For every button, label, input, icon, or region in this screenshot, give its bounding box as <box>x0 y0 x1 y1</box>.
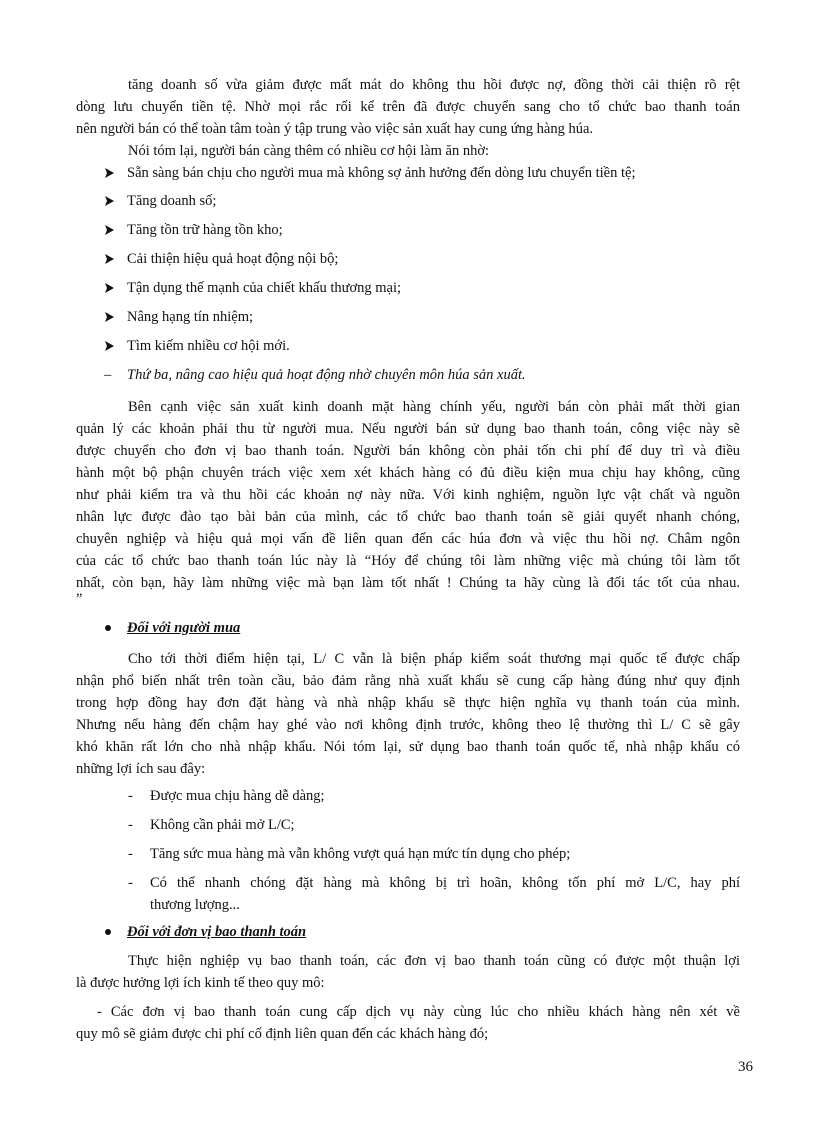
paragraph-line: hành một bộ phận chuyên trách việc xem xét khách hàng có đủ điều kiện mua chịu hay không, cũng <box>76 465 740 481</box>
page-number: 36 <box>738 1059 753 1075</box>
paragraph-line: được chuyển cho đơn vị bao thanh toán. Người bán không còn phải tốn chi phí để duy trì và điều <box>76 443 740 459</box>
list-item: Tăng sức mua hàng mà vẫn không vượt quá hạn mức tín dụng cho phép; <box>150 846 571 862</box>
list-item: Tận dụng thế mạnh của chiết khấu thương mại; <box>127 280 402 296</box>
list-item: Nâng hạng tín nhiệm; <box>127 309 254 325</box>
list-item: Được mua chịu hàng dễ dàng; <box>150 788 325 804</box>
paragraph-line: ” <box>76 591 83 607</box>
intro-line: Nói tóm lại, người bán càng thêm có nhiều cơ hội làm ăn nhờ: <box>128 143 490 159</box>
dash-bullet: – <box>104 367 112 383</box>
dash-bullet: - <box>128 817 133 833</box>
section-heading-factor: Đối với đơn vị bao thanh toán <box>127 924 307 940</box>
bullet-dot-icon <box>105 625 111 631</box>
intro-line: tăng doanh số vừa giảm được mất mát do không thu hồi được nợ, đồng thời cải thiện rõ rệt <box>128 77 740 93</box>
dash-bullet: - <box>128 788 133 804</box>
paragraph-line: trong hợp đồng hay đơn đặt hàng và nhà nhập khẩu sẽ thực hiện nghĩa vụ thanh toán của mình. <box>76 695 740 711</box>
paragraph-line: nhất, còn bạn, hãy làm những việc mà bạn làm tốt nhất ! Chúng ta hãy cùng là đối tác tốt của nhau. <box>76 575 740 591</box>
section-subtitle: Thứ ba, nâng cao hiệu quả hoạt động nhờ chuyên môn húa sản xuất. <box>127 367 526 383</box>
list-item: Không cần phải mở L/C; <box>150 817 295 833</box>
paragraph-line: là được hưởng lợi ích kinh tế theo quy mô: <box>76 975 325 991</box>
paragraph-line: quản lý các khoản phải thu từ người mua. Nếu người bán sử dụng bao thanh toán, công việc này sẽ <box>76 421 740 437</box>
list-item-continuation: thương lượng... <box>150 897 240 913</box>
list-item: Tăng tồn trữ hàng tồn kho; <box>127 222 283 238</box>
paragraph-line: của các tổ chức bao thanh toán lúc này là “Hóy để chúng tôi làm những việc mà chúng tôi làm tốt <box>76 553 740 569</box>
paragraph-line: khó khăn rất lớn cho nhà nhập khẩu. Nói tóm lại, sử dụng bao thanh toán quốc tế, nhà nhập khẩu có <box>76 739 740 755</box>
intro-line: nên người bán có thể toàn tâm toàn ý tập trung vào việc sản xuất hay cung ứng hàng húa. <box>76 121 594 137</box>
dash-bullet: - <box>128 875 133 891</box>
list-item: Sẵn sàng bán chịu cho người mua mà không sợ ảnh hưởng đến dòng lưu chuyển tiền tệ; <box>127 165 636 181</box>
list-item: Tăng doanh số; <box>127 193 217 209</box>
list-item: Cải thiện hiệu quả hoạt động nội bộ; <box>127 251 339 267</box>
paragraph-line: những lợi ích sau đây: <box>76 761 206 777</box>
dash-bullet: - <box>128 846 133 862</box>
bullet-dot-icon <box>105 929 111 935</box>
paragraph-line: như phải kiểm tra và thu hồi các khoản nợ này nữa. Với kinh nghiệm, nguồn lực vật chất và nguồn <box>76 487 740 503</box>
section-heading-buyer: Đối với người mua <box>127 620 241 636</box>
list-item: - Các đơn vị bao thanh toán cung cấp dịch vụ này cùng lúc cho nhiều khách hàng nên xét về <box>97 1004 740 1020</box>
list-item: Có thể nhanh chóng đặt hàng mà không bị trì hoãn, không tốn phí mở L/C, hay phí <box>150 875 740 891</box>
list-item-continuation: quy mô sẽ giảm được chi phí cố định liên quan đến các khách hàng đó; <box>76 1026 489 1042</box>
paragraph-line: Cho tới thời điểm hiện tại, L/ C vẫn là biện pháp kiểm soát thương mại quốc tế được chấp <box>128 651 740 667</box>
paragraph-line: nhân lực được đào tạo bài bản của mình, các tổ chức bao thanh toán sẽ giải quyết nhanh chóng, <box>76 509 740 525</box>
paragraph-line: Bên cạnh việc sản xuất kinh doanh mặt hàng chính yếu, người bán còn phải mất thời gian <box>128 399 740 415</box>
paragraph-line: nhận phổ biến nhất trên toàn cầu, bảo đảm rằng nhà xuất khẩu sẽ cung cấp hàng đúng như quy định <box>76 673 740 689</box>
paragraph-line: Nhưng nếu hàng đến chậm hay ghé vào nơi không định trước, không theo lệ thường thì L/ C sẽ gây <box>76 717 740 733</box>
paragraph-line: chuyên nghiệp và hiệu quả mọi vấn đề liên quan đến các húa đơn và việc thu hồi nợ. Châm ngôn <box>76 531 740 547</box>
paragraph-line: Thực hiện nghiệp vụ bao thanh toán, các đơn vị bao thanh toán cũng có được một thuận lợi <box>128 953 740 969</box>
intro-line: dòng lưu chuyển tiền tệ. Nhờ mọi rắc rối kể trên đã được chuyển sang cho tổ chức bao thanh toán <box>76 99 740 115</box>
list-item: Tìm kiếm nhiều cơ hội mới. <box>127 338 290 354</box>
